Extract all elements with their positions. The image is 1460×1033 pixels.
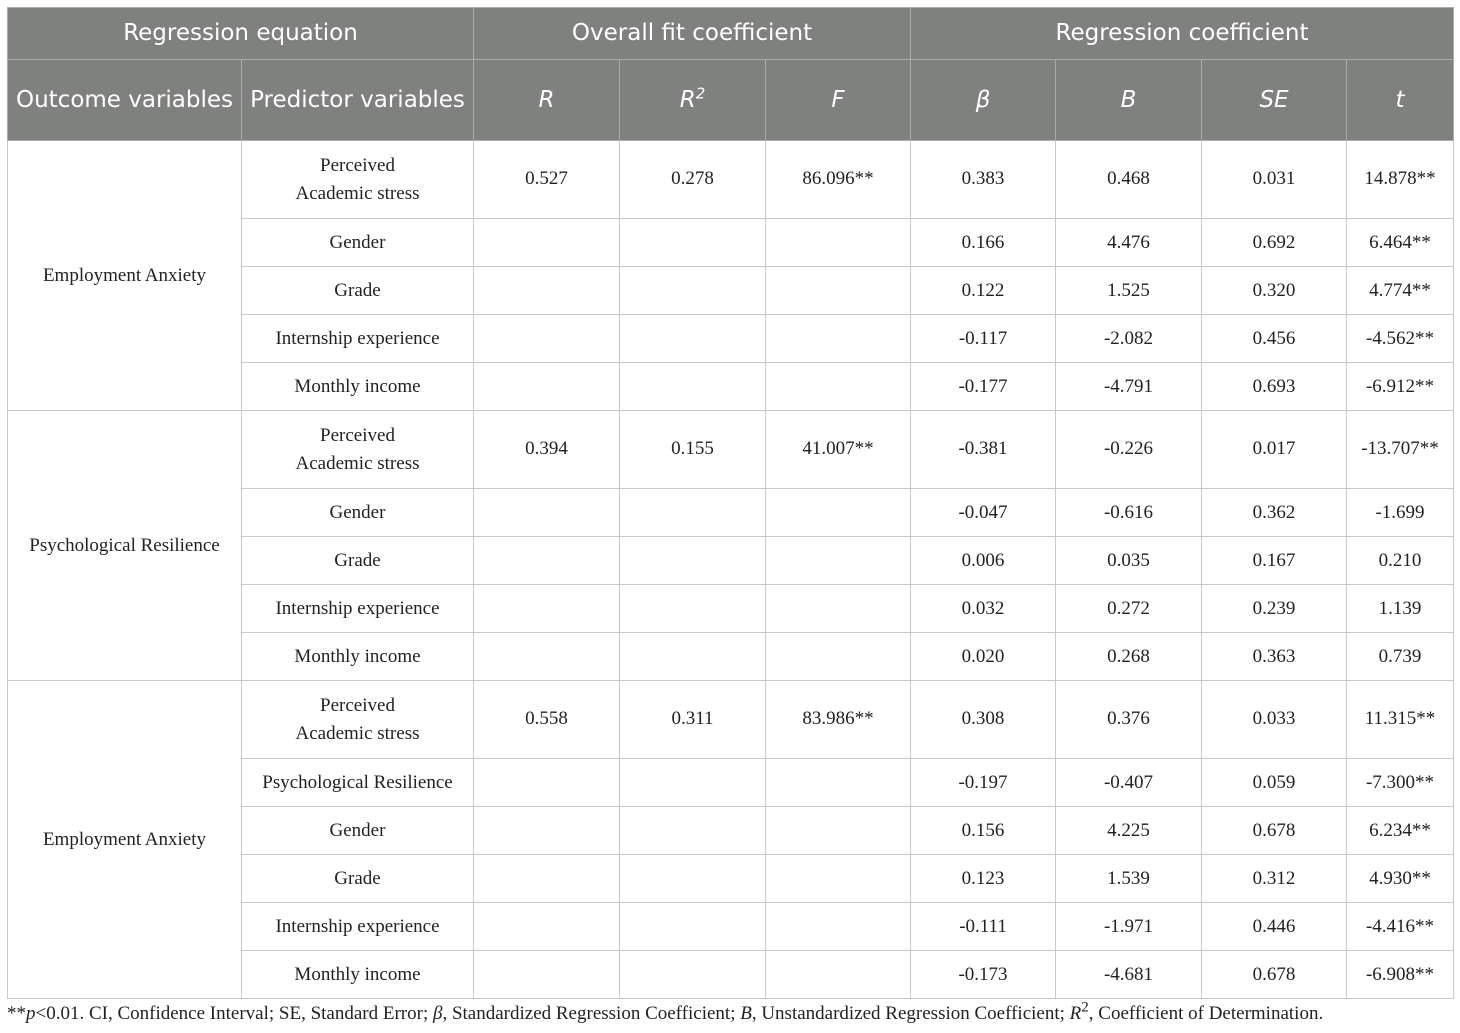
t-cell: -7.300** (1347, 759, 1454, 807)
f-cell (766, 903, 911, 951)
column-header-row (8, 60, 1454, 141)
r-cell: 0.527 (474, 141, 620, 219)
footnote-r: R (1069, 1003, 1082, 1024)
header-b: B (1056, 60, 1202, 141)
r-squared-cell (620, 315, 766, 363)
predictor-cell: Grade (242, 855, 474, 903)
beta-cell: -0.197 (911, 759, 1056, 807)
footnote-beta: β (432, 1003, 443, 1024)
header-overall-fit: Overall fit coefficient (474, 8, 911, 60)
b-cell: 0.268 (1056, 633, 1202, 681)
table-row (8, 411, 1454, 489)
beta-cell: -0.173 (911, 951, 1056, 999)
r-cell (474, 363, 620, 411)
regression-table-container (7, 7, 1453, 999)
b-cell: 0.272 (1056, 585, 1202, 633)
beta-cell: -0.047 (911, 489, 1056, 537)
regression-table (7, 7, 1454, 999)
se-cell: 0.059 (1202, 759, 1347, 807)
se-cell: 0.693 (1202, 363, 1347, 411)
t-cell: -6.912** (1347, 363, 1454, 411)
f-cell (766, 855, 911, 903)
footnote-r-sup: 2 (1081, 999, 1089, 1016)
r-cell: 0.558 (474, 681, 620, 759)
r-cell (474, 951, 620, 999)
b-cell: 1.525 (1056, 267, 1202, 315)
footnote-p-text: <0.01. CI, Confidence Interval; SE, Standard Error; (35, 1003, 433, 1024)
table-row (8, 141, 1454, 219)
predictor-cell: Perceived Academic stress (242, 411, 474, 489)
f-cell (766, 315, 911, 363)
f-cell: 86.096** (766, 141, 911, 219)
t-cell: 0.210 (1347, 537, 1454, 585)
se-cell: 0.239 (1202, 585, 1347, 633)
beta-cell: 0.006 (911, 537, 1056, 585)
t-cell: -6.908** (1347, 951, 1454, 999)
header-f: F (766, 60, 911, 141)
beta-cell: 0.123 (911, 855, 1056, 903)
beta-cell: 0.383 (911, 141, 1056, 219)
t-cell: -4.416** (1347, 903, 1454, 951)
outcome-cell: Employment Anxiety (8, 681, 242, 999)
r-cell (474, 903, 620, 951)
t-cell: 14.878** (1347, 141, 1454, 219)
beta-cell: -0.381 (911, 411, 1056, 489)
f-cell (766, 267, 911, 315)
se-cell: 0.692 (1202, 219, 1347, 267)
r-cell (474, 219, 620, 267)
outcome-cell: Psychological Resilience (8, 411, 242, 681)
r-squared-cell (620, 585, 766, 633)
t-cell: -4.562** (1347, 315, 1454, 363)
f-cell: 83.986** (766, 681, 911, 759)
header-r-squared-base: R (679, 86, 696, 113)
se-cell: 0.362 (1202, 489, 1347, 537)
table-footnote (7, 1001, 1453, 1027)
b-cell: -4.681 (1056, 951, 1202, 999)
se-cell: 0.033 (1202, 681, 1347, 759)
se-cell: 0.446 (1202, 903, 1347, 951)
t-cell: -13.707** (1347, 411, 1454, 489)
header-beta: β (911, 60, 1056, 141)
r-cell (474, 807, 620, 855)
r-cell (474, 633, 620, 681)
se-cell: 0.167 (1202, 537, 1347, 585)
f-cell (766, 951, 911, 999)
beta-cell: 0.032 (911, 585, 1056, 633)
f-cell (766, 633, 911, 681)
table-body (8, 141, 1454, 999)
b-cell: -4.791 (1056, 363, 1202, 411)
r-squared-cell: 0.278 (620, 141, 766, 219)
group-header-row (8, 8, 1454, 60)
header-r: R (474, 60, 620, 141)
r-cell: 0.394 (474, 411, 620, 489)
predictor-cell: Gender (242, 489, 474, 537)
footnote-b-text: , Unstandardized Regression Coefficient; (751, 1003, 1070, 1024)
r-squared-cell (620, 807, 766, 855)
beta-cell: 0.156 (911, 807, 1056, 855)
header-se: SE (1202, 60, 1347, 141)
predictor-cell: Grade (242, 267, 474, 315)
se-cell: 0.678 (1202, 807, 1347, 855)
b-cell: -0.226 (1056, 411, 1202, 489)
predictor-cell: Grade (242, 537, 474, 585)
se-cell: 0.312 (1202, 855, 1347, 903)
f-cell (766, 759, 911, 807)
f-cell (766, 537, 911, 585)
f-cell (766, 219, 911, 267)
b-cell: 4.225 (1056, 807, 1202, 855)
t-cell: -1.699 (1347, 489, 1454, 537)
predictor-cell: Monthly income (242, 363, 474, 411)
r-cell (474, 585, 620, 633)
predictor-cell: Gender (242, 219, 474, 267)
r-squared-cell: 0.155 (620, 411, 766, 489)
footnote-beta-text: , Standardized Regression Coefficient; (442, 1003, 741, 1024)
outcome-cell: Employment Anxiety (8, 141, 242, 411)
header-regression-equation: Regression equation (8, 8, 474, 60)
t-cell: 6.464** (1347, 219, 1454, 267)
t-cell: 0.739 (1347, 633, 1454, 681)
b-cell: -1.971 (1056, 903, 1202, 951)
beta-cell: 0.122 (911, 267, 1056, 315)
r-cell (474, 267, 620, 315)
beta-cell: 0.020 (911, 633, 1056, 681)
r-squared-cell (620, 759, 766, 807)
header-regression-coefficient: Regression coefficient (911, 8, 1454, 60)
se-cell: 0.031 (1202, 141, 1347, 219)
r-cell (474, 855, 620, 903)
r-squared-cell (620, 219, 766, 267)
r-squared-cell: 0.311 (620, 681, 766, 759)
t-cell: 4.774** (1347, 267, 1454, 315)
se-cell: 0.017 (1202, 411, 1347, 489)
predictor-cell: Internship experience (242, 903, 474, 951)
b-cell: -0.616 (1056, 489, 1202, 537)
predictor-cell: Internship experience (242, 585, 474, 633)
r-squared-cell (620, 903, 766, 951)
r-squared-cell (620, 951, 766, 999)
se-cell: 0.678 (1202, 951, 1347, 999)
se-cell: 0.363 (1202, 633, 1347, 681)
header-outcome-variables: Outcome variables (8, 60, 242, 141)
header-predictor-variables: Predictor variables (242, 60, 474, 141)
beta-cell: -0.177 (911, 363, 1056, 411)
predictor-cell: Psychological Resilience (242, 759, 474, 807)
predictor-cell: Monthly income (242, 633, 474, 681)
r-cell (474, 315, 620, 363)
predictor-cell: Monthly income (242, 951, 474, 999)
r-squared-cell (620, 363, 766, 411)
predictor-cell: Internship experience (242, 315, 474, 363)
f-cell (766, 585, 911, 633)
t-cell: 6.234** (1347, 807, 1454, 855)
predictor-cell: Perceived Academic stress (242, 681, 474, 759)
f-cell (766, 807, 911, 855)
footnote-p: p (26, 1003, 36, 1024)
r-squared-cell (620, 855, 766, 903)
b-cell: 0.035 (1056, 537, 1202, 585)
b-cell: 4.476 (1056, 219, 1202, 267)
f-cell (766, 363, 911, 411)
t-cell: 1.139 (1347, 585, 1454, 633)
r-squared-cell (620, 537, 766, 585)
r-cell (474, 489, 620, 537)
se-cell: 0.456 (1202, 315, 1347, 363)
footnote-stars: ** (7, 1003, 26, 1024)
r-cell (474, 537, 620, 585)
predictor-cell: Gender (242, 807, 474, 855)
header-r-squared (620, 60, 766, 141)
beta-cell: -0.111 (911, 903, 1056, 951)
r-squared-cell (620, 489, 766, 537)
footnote-b: B (740, 1003, 752, 1024)
se-cell: 0.320 (1202, 267, 1347, 315)
t-cell: 4.930** (1347, 855, 1454, 903)
b-cell: -0.407 (1056, 759, 1202, 807)
f-cell: 41.007** (766, 411, 911, 489)
f-cell (766, 489, 911, 537)
b-cell: 1.539 (1056, 855, 1202, 903)
beta-cell: 0.166 (911, 219, 1056, 267)
b-cell: 0.376 (1056, 681, 1202, 759)
beta-cell: 0.308 (911, 681, 1056, 759)
footnote-r-text: , Coefficient of Determination. (1088, 1003, 1324, 1024)
t-cell: 11.315** (1347, 681, 1454, 759)
r-cell (474, 759, 620, 807)
b-cell: -2.082 (1056, 315, 1202, 363)
table-row (8, 681, 1454, 759)
header-r-squared-sup: 2 (695, 83, 706, 102)
header-t: t (1347, 60, 1454, 141)
r-squared-cell (620, 267, 766, 315)
predictor-cell: Perceived Academic stress (242, 141, 474, 219)
beta-cell: -0.117 (911, 315, 1056, 363)
r-squared-cell (620, 633, 766, 681)
b-cell: 0.468 (1056, 141, 1202, 219)
